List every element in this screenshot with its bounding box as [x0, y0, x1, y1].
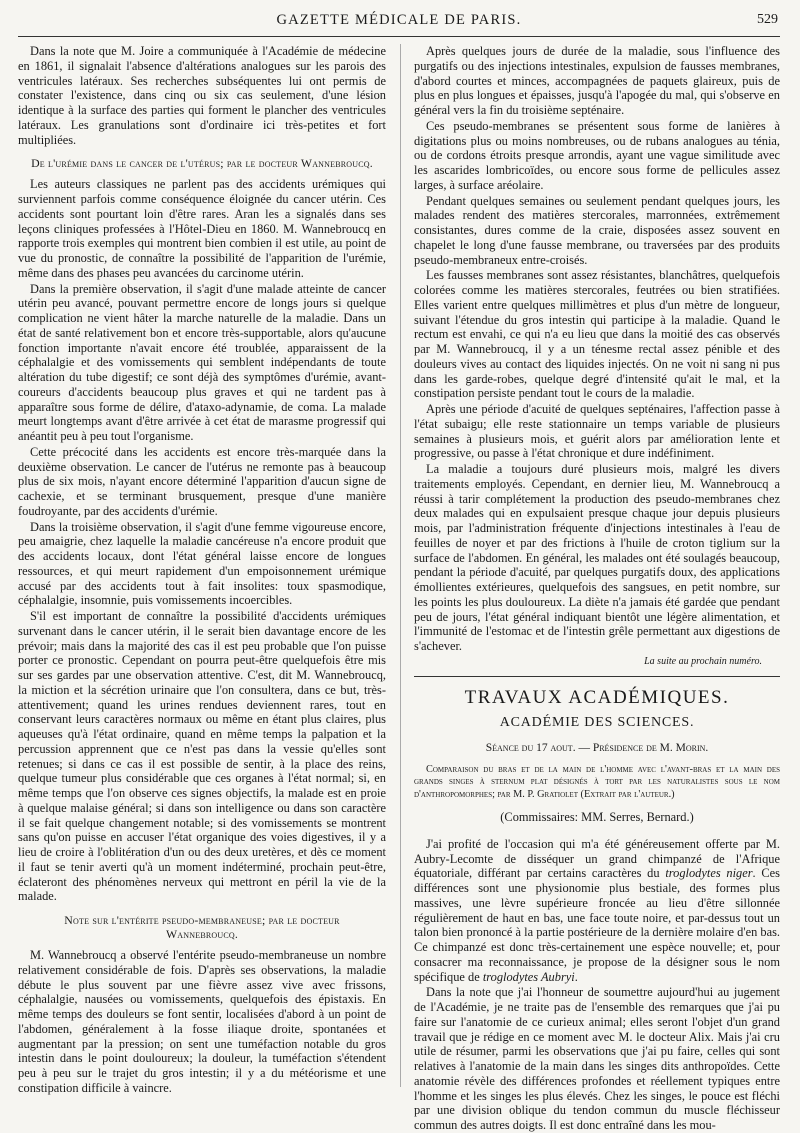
left-column [18, 44, 386, 1095]
paragraph: Les fausses membranes sont assez résistantes, blanchâtres, quelquefois colorées comme les matières stercorales, feutrées ou bien stratifiées. Elles varient entre quelques millimètres et plus d'un mètre de longueur, suivant l'étendue du gros intestin qui participe à la maladie. Quand le rectum est envahi, ce qui n'a eu lieu que dans la moitié des cas observés par M. Wannebroucq, il y a un ténesme rectal assez pénible et des douleurs vives au contact des liquides injectés. On ne voit ni sang ni pus dans les garde-robes, quelque degré d'intensité qu'ait le mal, et la constipation persiste pendant tout le cours de la maladie. [414, 268, 780, 401]
species-name: troglodytes niger [665, 866, 753, 881]
text-run: . [574, 969, 578, 984]
paragraph: La maladie a toujours duré plusieurs mois, malgré les divers traitements employés. Cependant, en dernier lieu, M. Wannebroucq a réussi à tarir complétement la production des pseudo-membranes chez deux malades qui en expulsaient presque chaque jour depuis plusieurs mois, par l'administration fréquente d'injections intestinales à l'eau de feuilles de noyer et par des frictions à l'huile de croton tiglium sur la surface de l'abdomen. En général, les malades ont été soulagés beaucoup, pendant la période d'acuité, par quelques purgatifs doux, des applications émollientes extérieures, quelquefois des sangsues, en petit nombre, sur les points les plus douloureux. La diète n'a jamais été gardée que pendant peu de jours, l'état général indiquant bientôt une légère alimentation, et l'immunité de l'estomac et de l'intestin grêle permettant aux digestions de s'achever. [414, 462, 780, 653]
paragraph: Dans la note que M. Joire a communiquée à l'Académie de médecine en 1861, il signalait l'absence d'altérations analogues sur les parois des ventricules latéraux. Ses recherches subséquentes lui ont permis de constater l'existence, dans cinq ou six cas seulement, d'une lésion identique à la surface des parties qui forment le plancher des ventricules latéraux. Les granulations sont d'ordinaire ici très-petites et fort multipliées. [18, 44, 386, 147]
paragraph: Ces pseudo-membranes se présentent sous forme de lanières à digitations plus ou moins nombreuses, ou de rubans analogues au ténia, ou de cordons étroits presque arrondis, ayant une vague similitude avec les ascarides lombricoïdes, ou encore sous forme de pellicules assez larges, à surface aréolaire. [414, 118, 780, 192]
academy-title: ACADÉMIE DES SCIENCES. [499, 715, 695, 731]
column-divider [400, 44, 401, 1087]
paragraph: S'il est important de connaître la possibilité d'accidents urémiques survenant dans le cancer utérin, il le serait bien davantage encore de les prévoir; mais dans la majorité des cas il est peu probable que l'on puisse porter ce pronostic. Cependant on pourra peut-être quelquefois être mis sur ses gardes par une observation attentive. C'est, dit M. Wannebroucq, la miction et la sécrétion urinaire que l'on consultera, dans ce but, très-attentivement; quand les urines rendues deviennent rares, tout en conservant leurs caractères normaux ou même en étant plus claires, plus aqueuses qu'à l'état ordinaire, quand en même temps la palpation et la percussion apprennent que ce n'est pas dans la vessie qu'elles sont retenues; si dans ce cas il est possible de sentir, à la place des reins, quelque tumeur plus considérable que ces organes à l'état normal; si, en même temps que l'on observe ces signes objectifs, la malade est en proie à quelque malaise général; si dans son intelligence ou dans son caractère il se fait quelque changement notable; si des vomissements se montrent sans qu'on puisse en accuser l'état organique des voies digestives, il y a lieu de croire à l'oblitération d'un ou des deux uretères, et dès ce moment il faut se tenir averti qu'à un moment indéterminé, prochain peut-être, éclateront des phénomènes nerveux qui mettront en péril la vie de la malade. [18, 609, 386, 904]
paragraph: Les auteurs classiques ne parlent pas des accidents urémiques qui surviennent parfois comme conséquence éloignée du cancer utérin. Ces accidents sont pourtant loin d'être rares. Aran les a signalés dans ses leçons cliniques professées à l'Hôtel-Dieu en 1860. M. Wannebroucq en rapporte trois exemples qui montrent bien combien il est utile, au point de vue du pronostic, de connaître la possibilité de l'apparition de l'urémie, même dans des phases peu avancées du carcinome utérin. [18, 177, 386, 280]
paragraph: Dans la première observation, il s'agit d'une malade atteinte de cancer utérin peu avancé, pouvant permettre encore de longs jours si quelque complication ne vient hâter la marche naturelle de la maladie. Dans un état de santé relativement bon et encore très-supportable, alors qu'aucune fonction importante n'avait encore été troublée, apparaissent de la céphalalgie et des vomissements qui semblent indépendants de toute altération du tube digestif; ce sont déjà des symptômes d'urémie, avant-coureurs d'accidents beaucoup plus graves et qui ne tardent pas à apparaître sous forme de délire, d'ataxo-adynamie, de coma. La malade meurt longtemps avant d'être arrivée à cet état de marasme progressif qui anéantit peu à peu tout l'organisme. [18, 281, 386, 444]
commissaires-line: (Commissaires: MM. Serres, Bernard.) [500, 810, 694, 825]
paragraph: Pendant quelques semaines ou seulement pendant quelques jours, les malades rendent des matières stercorales, marronnées, extrêmement consistantes, dures comme de la craie, disposées assez souvent en chapelet le long d'une fausse membrane, ou traversées par des produits pseudo-membraneux entre-croisés. [414, 193, 780, 267]
journal-title: GAZETTE MÉDICALE DE PARIS. [276, 12, 522, 28]
paragraph: Dans la note que j'ai l'honneur de soumettre aujourd'hui au jugement de l'Académie, je ne traite pas de l'ensemble des remarques que j'ai pu faire sur l'anatomie de ce curieux animal; elles seront l'objet d'un grand travail que je rédige en ce moment avec M. le docteur Alix. Mais j'ai cru utile de résumer, parmi les observations que j'ai pu faire, celles qui sont relatives à l'anatomie de la main dans les singes dits anthropoïdes. Cette anatomie révèle des différences profondes et réellement typiques entre l'homme et les singes les plus élevés. Chez les singes, le pouce est fléchi par une division oblique du tendon commun du muscle fléchisseur commun des autres doigts. Il est donc entraîné dans les mou- [414, 985, 780, 1133]
text-run: . Ces différences sont une physionomie plus bestiale, des formes plus massives, une lèvre supérieure froncée au lieu d'être sillonnée régulièrement de haut en bas, une face toute noire, et par-dessus tout un talon bien prononcé à la partie postérieure de la dernière molaire d'en bas. Ce chimpanzé est donc très-certainement une espèce nouvelle; et, pour consacrer ma reconnaissance, je propose de la désigner sous le nom spécifique de [414, 866, 780, 984]
paragraph: Cette précocité dans les accidents est encore très-marquée dans la deuxième observation. Le cancer de l'utérus ne remonte pas à beaucoup plus de six mois, n'ayant encore déterminé l'apparition d'aucun signe de cachexie, et se terminant brusquement, presque d'une manière foudroyante, par des accidents d'urémie. [18, 444, 386, 518]
right-column [414, 44, 780, 1133]
species-name: troglodytes Aubryi [482, 969, 575, 984]
page-header [18, 6, 780, 37]
paragraph: Dans la troisième observation, il s'agit d'une femme vigoureuse encore, peu amaigrie, chez laquelle la maladie cancéreuse n'a encore produit que des accidents locaux, dont l'état général laisse encore de longues ressources, et qui meurt rapidement d'un empoisonnement urémique accusé par des accidents tout à fait insolites: toux spasmodique, céphalalgie, insomnie, puis vomissements incoercibles. [18, 519, 386, 608]
section-title: TRAVAUX ACADÉMIQUES. [464, 686, 730, 708]
paragraph: Après une période d'acuité de quelques septénaires, l'affection passe à l'état subaigu; elle reste stationnaire un temps variable de plusieurs semaines à plusieurs mois, et guérit alors par amélioration lente et progressive, ou passe à l'état chronique et dure indéfiniment. [414, 402, 780, 461]
paragraph: M. Wannebroucq a observé l'entérite pseudo-membraneuse un nombre relativement considérable de fois. D'après ses observations, la maladie débute le plus souvent par une fièvre assez vive avec frissons, céphalalgie, nausées ou vomissements, quelquefois des épistaxis. En même temps des douleurs se font sentir, localisées d'abord à un point de l'abdomen, généralement à la fosse iliaque droite, spontanées et augmentant par la pression; on sent une tuméfaction notable du gros intestin dans le point douloureux; la douleur, la tuméfaction s'étendent peu à peu sur le trajet du gros intestin; il y a du météorisme et une constipation difficile à vaincre. [18, 948, 386, 1095]
section-heading-uremie: De l'urémie dans le cancer de l'utérus; par le docteur Wannebroucq. [31, 156, 373, 171]
communication-title: Comparaison du bras et de la main de l'homme avec l'avant-bras et la main des grands singes à sternum plat désignés à tort par les naturalistes sous le nom d'anthropomorphes; par M. P. Gratiolet (Extrait par l'auteur.) [414, 763, 780, 801]
continued-note: La suite au prochain numéro. [644, 655, 762, 667]
session-line: Séance du 17 aout. — Présidence de M. Morin. [485, 741, 709, 754]
page-number: 529 [757, 12, 778, 27]
text-run: J'ai profité de l'occasion qui m'a été généreusement offerte par M. Aubry-Lecomte de disséquer un grand chimpanzé de l'Afrique équatoriale, différant par certains caractères du [414, 836, 780, 881]
paragraph [414, 837, 780, 985]
section-heading-enterite: Note sur l'entérite pseudo-membraneuse; par le docteur Wannebroucq. [64, 913, 340, 942]
section-rule [414, 676, 780, 677]
paragraph: Après quelques jours de durée de la maladie, sous l'influence des purgatifs ou des injections intestinales, expulsion de fausses membranes, d'abord courtes et minces, accompagnées de paquets glaireux, puis de plus en plus longues et épaisses, jusqu'à l'apogée du mal, qui s'observe en général vers la fin du troisième septénaire. [414, 44, 780, 117]
